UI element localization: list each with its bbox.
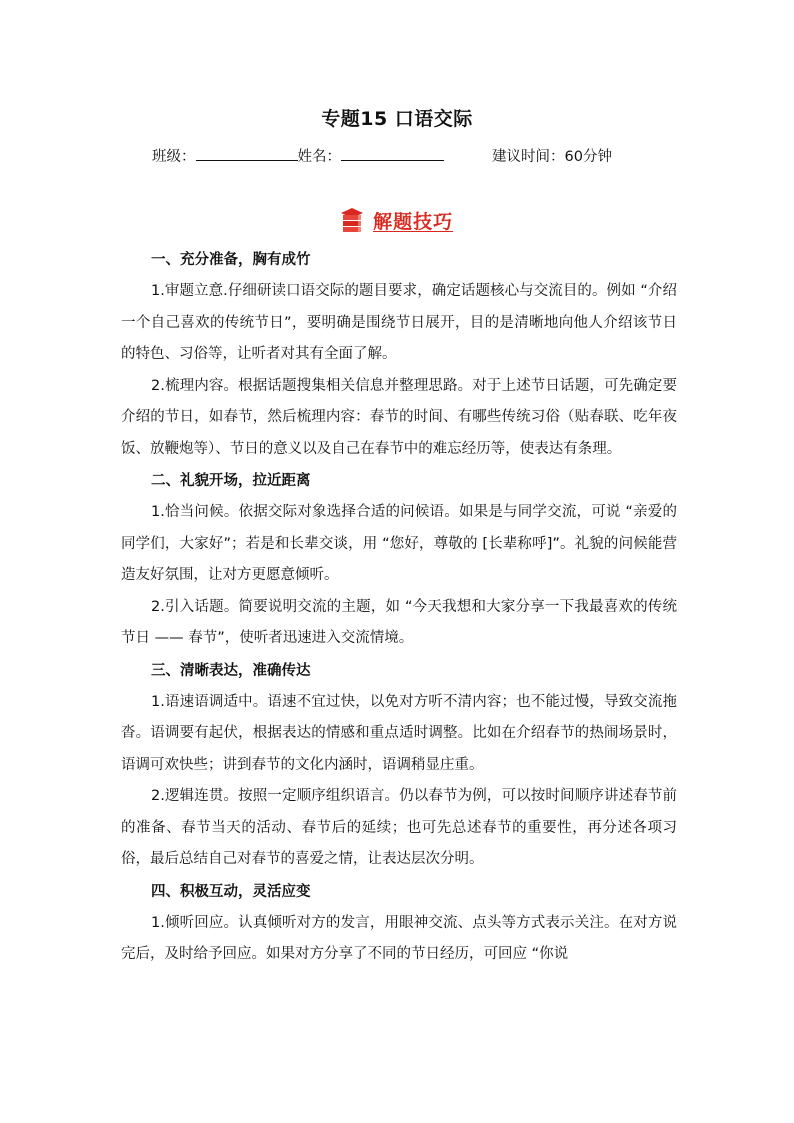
section-paragraph: 1.恰当问候。依据交际对象选择合适的问候语。如果是与同学交流，可说 “亲爱的同学们，大家好”；若是和长辈交谈，用 “您好，尊敬的 [长辈称呼]”。礼貌的问候能营造友好氛围，让对方更愿意倾听。 — [121, 504, 677, 583]
name-blank-line — [341, 146, 444, 161]
section-paragraph: 2.梳理内容。根据话题搜集相关信息并整理思路。对于上述节日话题，可先确定要介绍的节日，如春节，然后梳理内容：春节的时间、有哪些传统习俗（贴春联、吃年夜饭、放鞭炮等）、节日的意义以及自己在春节中的难忘经历等，使表达有条理。 — [121, 377, 677, 457]
section-heading: 四、积极互动，灵活应变 — [151, 883, 311, 900]
section-2 — [121, 465, 677, 655]
section-heading: 三、清晰表达，准确传达 — [151, 662, 311, 679]
book-stack-icon — [340, 206, 364, 234]
tips-content — [121, 244, 677, 971]
student-info-row — [152, 145, 712, 166]
section-paragraph: 1.语速语调适中。语速不宜过快，以免对方听不清内容；也不能过慢，导致交流拖沓。语调要有起伏，根据表达的情感和重点适时调整。比如在介绍春节的热闹场景时，语调可欢快些；讲到春节的文化内涵时，语调稍显庄重。 — [121, 693, 677, 773]
section-heading: 二、礼貌开场，拉近距离 — [151, 473, 311, 489]
class-label: 班级： — [152, 149, 196, 165]
suggested-time-label: 建议时间：60分钟 — [492, 149, 612, 165]
section-paragraph: 1.倾听回应。认真倾听对方的发言，用眼神交流、点头等方式表示关注。在对方说完后，及时给予回应。如果对方分享了不同的节日经历，可回应 “你说 — [121, 914, 677, 962]
name-label: 姓名： — [297, 149, 341, 165]
section-badge — [340, 206, 453, 236]
section-paragraph: 1.审题立意.仔细研读口语交际的题目要求，确定话题核心与交流目的。例如 “介绍一个自己喜欢的传统节日”，要明确是围绕节日展开，目的是清晰地向他人介绍该节日的特色、习俗等，让听者对其有全面了解。 — [121, 283, 677, 362]
class-blank-line — [196, 146, 298, 161]
section-3 — [121, 655, 677, 876]
section-badge-label: 解题技巧 — [373, 210, 454, 233]
page-title: 专题15 口语交际 — [321, 108, 473, 130]
section-heading: 一、充分准备，胸有成竹 — [151, 252, 311, 268]
section-4 — [121, 876, 677, 971]
section-paragraph: 2.逻辑连贯。按照一定顺序组织语言。仍以春节为例，可以按时间顺序讲述春节前的准备、春节当天的活动、春节后的延续；也可先总述春节的重要性，再分述各项习俗，最后总结自己对春节的喜爱之情，让表达层次分明。 — [121, 788, 677, 867]
section-paragraph: 2.引入话题。简要说明交流的主题，如 “今天我想和大家分享一下我最喜欢的传统节日 —— 春节”，使听者迅速进入交流情境。 — [121, 598, 677, 646]
section-1 — [121, 244, 677, 465]
